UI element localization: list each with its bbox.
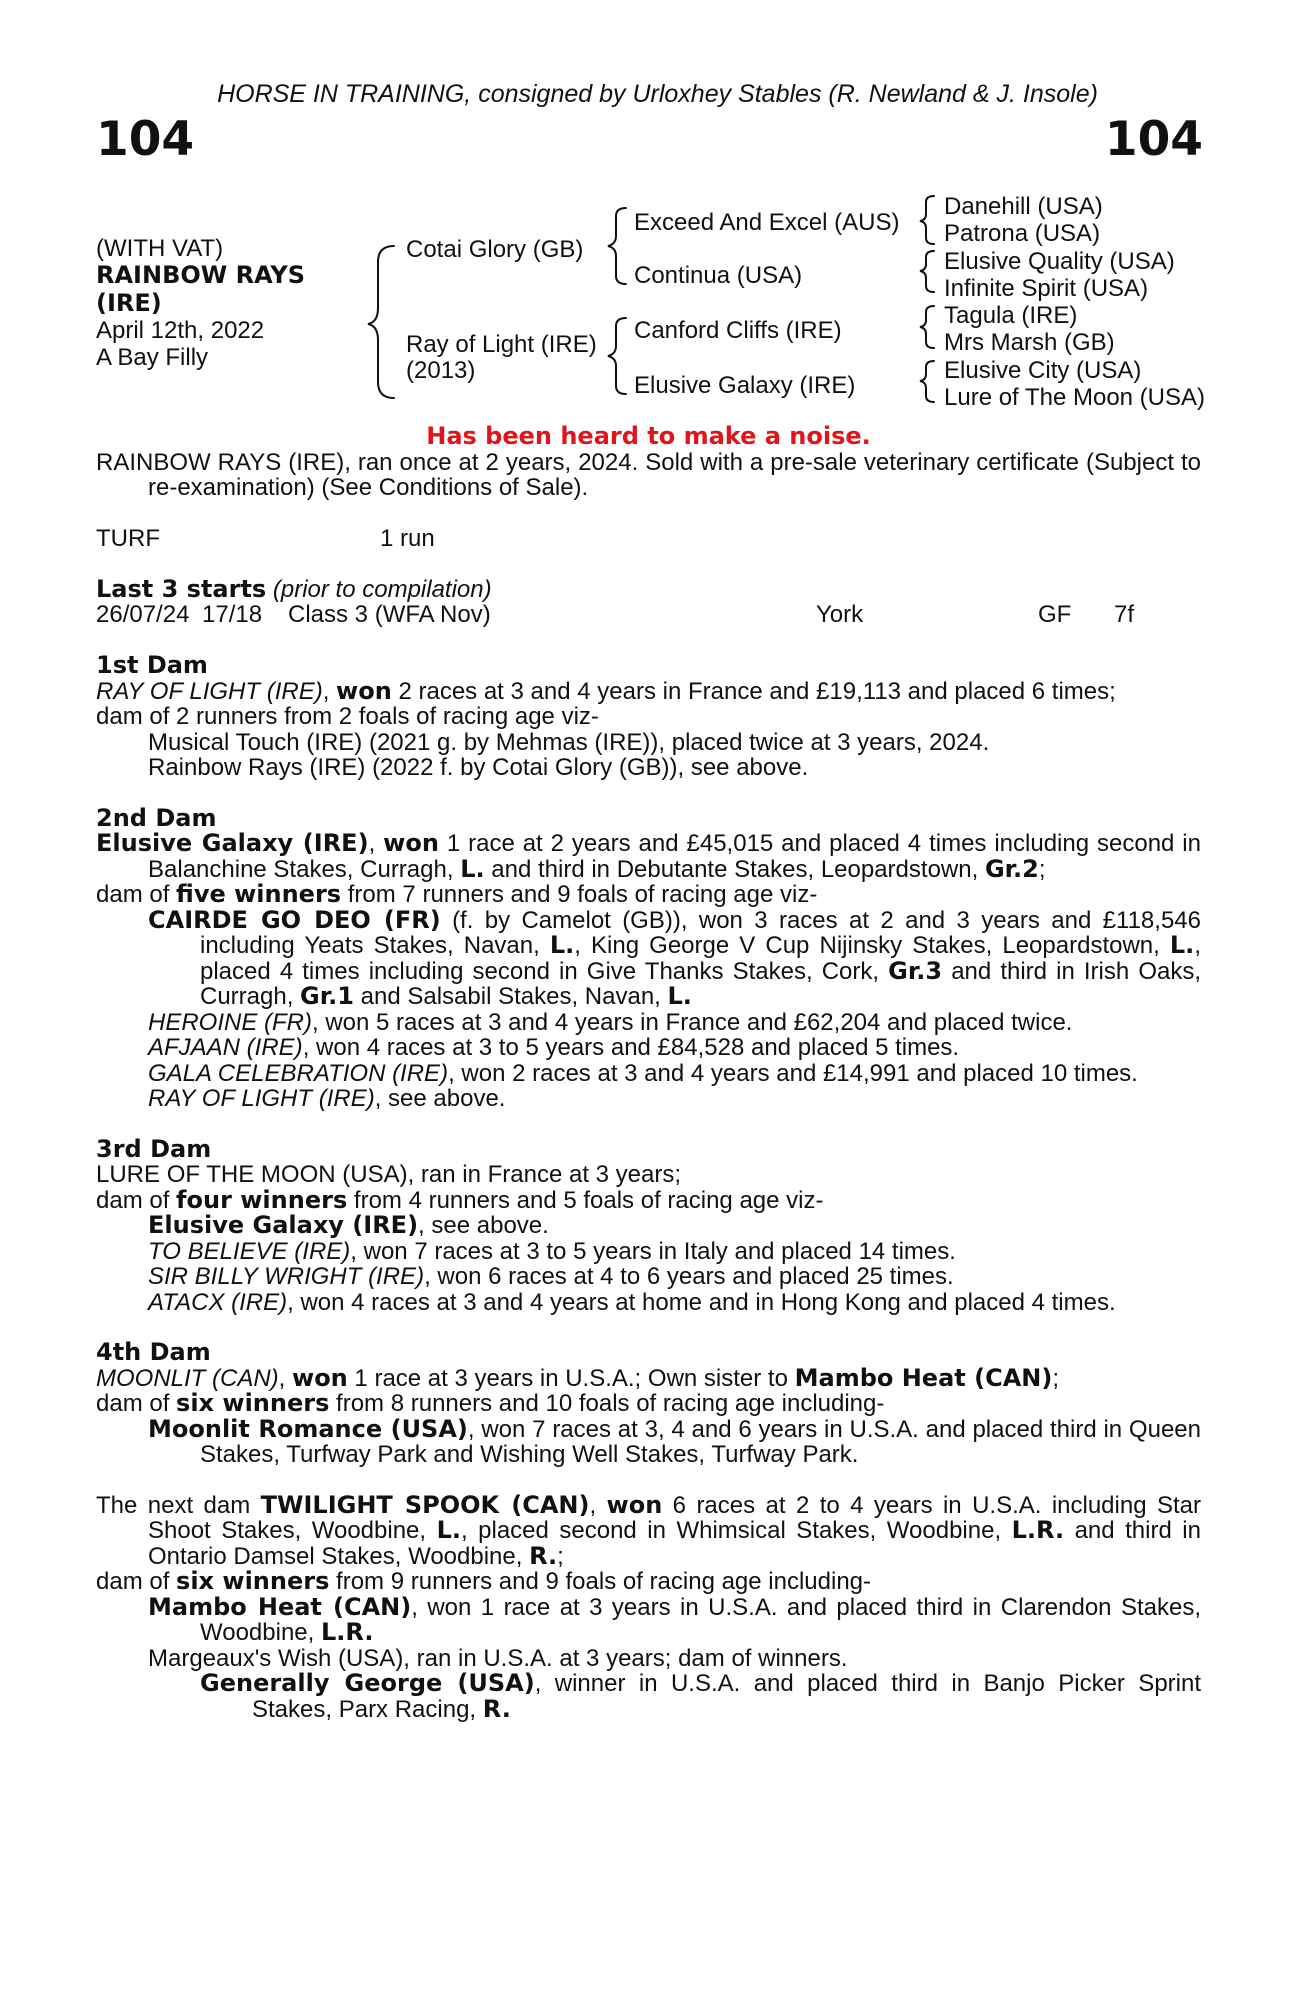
- third-dam-produce: [96, 1185, 1201, 1214]
- first-dam-heading: 1st Dam: [96, 651, 208, 679]
- foal-record-3: , placed 4 times including second in Give Thanks Stakes, Cork,: [200, 932, 1201, 985]
- foal-name: GALA CELEBRATION (IRE): [148, 1059, 449, 1087]
- foal-name: Generally George (USA): [200, 1669, 535, 1697]
- pedigree-sire: Cotai Glory (GB): [406, 236, 584, 263]
- foal-heroine: [96, 1010, 1201, 1036]
- foal-record-5: and Salsabil Stakes, Navan,: [353, 983, 668, 1010]
- winners-count: four winners: [176, 1185, 348, 1214]
- produce-prefix: dam of: [96, 1186, 177, 1214]
- brace-dam: [608, 318, 626, 394]
- brace-g3-2: [920, 251, 934, 292]
- foal-record: , won 2 races at 3 and 4 years and £14,991 and placed 10 times.: [448, 1059, 1138, 1087]
- fourth-dam-line: MOONLIT (CAN), won 1 race at 3 years in U.S.A.; Own sister to Mambo Heat (CAN);: [96, 1363, 1059, 1392]
- brace-g3-3: [920, 306, 934, 348]
- next-dam-produce: [96, 1569, 1201, 1595]
- next-dam-won: won: [606, 1490, 663, 1519]
- produce-suffix: from 9 runners and 9 foals of racing age including-: [329, 1568, 872, 1595]
- foal-record: , won 7 races at 3 to 5 years in Italy and placed 14 times.: [350, 1237, 956, 1265]
- foal-record-2: , King George V Cup Nijinsky Stakes, Leopardstown,: [574, 932, 1170, 959]
- fourth-dam-produce: [96, 1391, 1201, 1417]
- produce-suffix: from 4 runners and 5 foals of racing age viz-: [347, 1186, 824, 1214]
- foal-cairde-go-deo: [96, 905, 1201, 1010]
- produce-prefix: dam of: [96, 881, 177, 908]
- next-dam-record-1: 6 races at 2 to 4 years in U.S.A. including Star Shoot Stakes, Woodbine,: [148, 1491, 1201, 1544]
- grade-2: Gr.2: [984, 854, 1039, 883]
- produce-prefix: dam of: [96, 1390, 177, 1417]
- foal-name: Mambo Heat (CAN): [148, 1592, 412, 1621]
- foal-sir-billy-wright: [96, 1264, 1201, 1290]
- pedigree-dam-sire: Canford Cliffs (IRE): [634, 317, 842, 344]
- brace-g3-1: [920, 196, 934, 244]
- pedigree-g3-7: Elusive City (USA): [944, 357, 1142, 384]
- foal-name: RAY OF LIGHT (IRE): [148, 1085, 375, 1112]
- grade-listed: L.: [549, 931, 575, 959]
- grade-listed-restricted: L.R.: [320, 1618, 374, 1646]
- first-dam-foal-2: Rainbow Rays (IRE) (2022 f. by Cotai Glory (GB)), see above.: [148, 754, 809, 781]
- third-dam-line: LURE OF THE MOON (USA), ran in France at 3 years;: [96, 1161, 682, 1188]
- foal-mambo-heat: [96, 1592, 1201, 1646]
- brace-main: [368, 246, 394, 398]
- foal-name: ATACX (IRE): [148, 1288, 288, 1316]
- start-race: Class 3 (WFA Nov): [288, 601, 491, 628]
- next-dam-end: ;: [557, 1542, 564, 1570]
- second-dam-record-2: and third in Debutante Stakes, Leopardstown,: [484, 855, 985, 883]
- foal-moonlit-romance: [96, 1414, 1201, 1468]
- grade-restricted: R.: [529, 1541, 558, 1570]
- last-start-row: [96, 602, 1201, 628]
- fourth-dam-heading: 4th Dam: [96, 1338, 211, 1366]
- consignor-header: HORSE IN TRAINING, consigned by Urloxhey Stables (R. Newland & J. Insole): [217, 80, 1098, 108]
- foal-name: HEROINE (FR): [148, 1008, 312, 1036]
- summary-text: RAINBOW RAYS (IRE), ran once at 2 years, 2024. Sold with a pre-sale veterinary certificate (Subject to re-examination) (See Conditions of Sale).: [96, 448, 1201, 501]
- first-dam-record: 2 races at 3 and 4 years in France and £19,113 and placed 6 times;: [391, 677, 1116, 705]
- grade-restricted: R.: [482, 1694, 511, 1723]
- foal-name: SIR BILLY WRIGHT (IRE): [148, 1263, 425, 1290]
- foal-record: , won 5 races at 3 and 4 years in France and £62,204 and placed twice.: [312, 1008, 1073, 1036]
- next-dam-name: TWILIGHT SPOOK (CAN): [260, 1490, 590, 1519]
- foal-record: , won 1 race at 3 years in U.S.A. and placed third in Clarendon Stakes, Woodbine,: [200, 1593, 1201, 1646]
- foal-gala-celebration: [96, 1061, 1201, 1087]
- second-dam-name: Elusive Galaxy (IRE): [96, 829, 369, 857]
- pedigree-g3-6: Mrs Marsh (GB): [944, 329, 1115, 356]
- pedigree-g3-2: Patrona (USA): [944, 220, 1101, 247]
- first-dam-foal-1: Musical Touch (IRE) (2021 g. by Mehmas (IRE)), placed twice at 3 years, 2024.: [148, 728, 990, 756]
- second-dam-heading: 2nd Dam: [96, 803, 217, 832]
- third-dam-heading: 3rd Dam: [96, 1134, 212, 1163]
- foal-record: , won 6 races at 4 to 6 years and placed 25 times.: [424, 1263, 954, 1290]
- last-starts-note: (prior to compilation): [272, 575, 492, 603]
- lot-number-left: 104: [96, 112, 195, 167]
- last-starts-heading: [96, 574, 1201, 603]
- foal-to-believe: [96, 1239, 1201, 1265]
- foal-record-1: (f. by Camelot (GB)), won 3 races at 2 and 3 years and £118,546 including Yeats Stakes, Navan,: [200, 906, 1201, 959]
- foal-name: TO BELIEVE (IRE): [148, 1237, 351, 1265]
- start-going: GF: [1038, 601, 1072, 628]
- pedigree-dam-year: (2013): [406, 357, 476, 384]
- foal-record: , won 4 races at 3 and 4 years at home and in Hong Kong and placed 4 times.: [287, 1288, 1116, 1316]
- foal-record: , see above.: [418, 1212, 549, 1239]
- foaling-date: April 12th, 2022: [96, 317, 265, 344]
- pedigree-g3-5: Tagula (IRE): [944, 302, 1078, 329]
- start-position: 17/18: [202, 601, 263, 628]
- first-dam-line: RAY OF LIGHT (IRE), won 2 races at 3 and 4 years in France and £19,113 and placed 6 times;: [96, 676, 1116, 705]
- catalogue-body: [96, 424, 1201, 1722]
- foal-afjaan: [96, 1035, 1201, 1061]
- grade-listed: L.: [436, 1516, 461, 1544]
- foal-elusive-galaxy: [96, 1213, 1201, 1239]
- notice-banner: Has been heard to make a noise.: [426, 422, 871, 450]
- foal-record: , won 7 races at 3, 4 and 6 years in U.S.A. and placed third in Queen Stakes, Turfway Park and Wishing Well Stakes, Turfway Park.: [200, 1415, 1201, 1468]
- foal-name: CAIRDE GO DEO (FR): [148, 905, 441, 934]
- grade-1: Gr.1: [300, 982, 354, 1010]
- winners-count: six winners: [176, 1389, 330, 1417]
- foal-name: AFJAAN (IRE): [148, 1034, 303, 1061]
- foal-record: , winner in U.S.A. and placed third in Banjo Picker Sprint Stakes, Parx Racing,: [252, 1670, 1202, 1723]
- last-starts-title: Last 3 starts: [96, 574, 267, 603]
- next-dam-prefix: The next dam: [96, 1491, 261, 1519]
- grade-listed: L.: [667, 982, 692, 1010]
- grade-listed-restricted: L.R.: [1011, 1516, 1065, 1544]
- produce-prefix: dam of: [96, 1568, 177, 1595]
- second-dam-record-1: 1 race at 2 years and £45,015 and placed 4 times including second in Balanchine Stakes, Curragh,: [148, 830, 1201, 883]
- pedigree-dam-dam: Elusive Galaxy (IRE): [634, 372, 856, 399]
- second-dam-produce: [96, 882, 1201, 908]
- start-course: York: [816, 601, 864, 628]
- surface-record: [96, 526, 1201, 552]
- pedigree-g3-8: Lure of The Moon (USA): [944, 384, 1206, 411]
- foal-margeaux-wish: Margeaux's Wish (USA), ran in U.S.A. at 3 years; dam of winners.: [148, 1644, 848, 1672]
- pedigree-g3-4: Infinite Spirit (USA): [944, 275, 1149, 302]
- fourth-dam-end: ;: [1052, 1364, 1059, 1392]
- next-dam-sep: ,: [589, 1491, 607, 1519]
- grade-3: Gr.3: [888, 956, 943, 985]
- horse-name-country: (IRE): [96, 289, 162, 317]
- grade-listed: L.: [1169, 931, 1195, 959]
- sister-name: Mambo Heat (CAN): [794, 1363, 1053, 1392]
- horse-name: RAINBOW RAYS: [96, 261, 306, 289]
- horse-description: A Bay Filly: [96, 344, 209, 371]
- grandfoal-generally-george: [96, 1671, 1201, 1722]
- lot-number-right: 104: [1104, 112, 1203, 167]
- second-dam-record-3: ;: [1038, 855, 1046, 883]
- fourth-dam-name: MOONLIT (CAN): [96, 1364, 279, 1392]
- next-dam-line: [96, 1490, 1201, 1570]
- fourth-dam-won: won: [292, 1363, 348, 1392]
- first-dam-produce: dam of 2 runners from 2 foals of racing age viz-: [96, 703, 599, 730]
- foal-ray-of-light: [96, 1086, 1201, 1112]
- produce-suffix: from 8 runners and 10 foals of racing age including-: [329, 1390, 885, 1417]
- foal-record: , see above.: [374, 1085, 506, 1112]
- first-dam-name: RAY OF LIGHT (IRE): [96, 677, 323, 705]
- fourth-dam-record: 1 race at 3 years in U.S.A.; Own sister to: [347, 1364, 795, 1392]
- pedigree-g3-3: Elusive Quality (USA): [944, 248, 1175, 275]
- surface-runs: 1 run: [380, 524, 435, 552]
- foal-name: Moonlit Romance (USA): [148, 1414, 468, 1443]
- start-date: 26/07/24: [96, 601, 190, 628]
- pedigree-sire-sire: Exceed And Excel (AUS): [634, 209, 900, 236]
- surface-label: TURF: [96, 524, 160, 552]
- vat-note: (WITH VAT): [96, 235, 224, 262]
- next-dam-record-3: and third in Ontario Damsel Stakes, Woodbine,: [148, 1517, 1201, 1570]
- produce-suffix: from 7 runners and 9 foals of racing age viz-: [341, 881, 818, 908]
- winners-count: six winners: [176, 1567, 330, 1595]
- start-distance: 7f: [1114, 601, 1135, 628]
- winners-count: five winners: [176, 880, 342, 908]
- next-dam-record-2: , placed second in Whimsical Stakes, Woodbine,: [460, 1517, 1012, 1544]
- pedigree-sire-dam: Continua (USA): [634, 262, 803, 289]
- foal-name: Elusive Galaxy (IRE): [148, 1211, 419, 1239]
- pedigree-g3-1: Danehill (USA): [944, 193, 1103, 220]
- second-dam-won: won: [383, 829, 439, 857]
- second-dam-line: Elusive Galaxy (IRE), won 1 race at 2 years and £45,015 and placed 4 times including second in Balanchine Stakes, Curragh, L. and third in Debutante Stakes, Leopardstown, Gr.2;: [96, 829, 1201, 883]
- grade-listed: L.: [460, 854, 485, 883]
- brace-sire: [608, 208, 626, 284]
- pedigree-dam: Ray of Light (IRE): [406, 331, 597, 358]
- brace-g3-4: [920, 361, 934, 402]
- foal-atacx: [96, 1290, 1201, 1316]
- foal-record-4: and third in Irish Oaks, Curragh,: [200, 957, 1201, 1010]
- first-dam-won: won: [336, 676, 392, 705]
- foal-record: , won 4 races at 3 to 5 years and £84,528 and placed 5 times.: [302, 1034, 960, 1061]
